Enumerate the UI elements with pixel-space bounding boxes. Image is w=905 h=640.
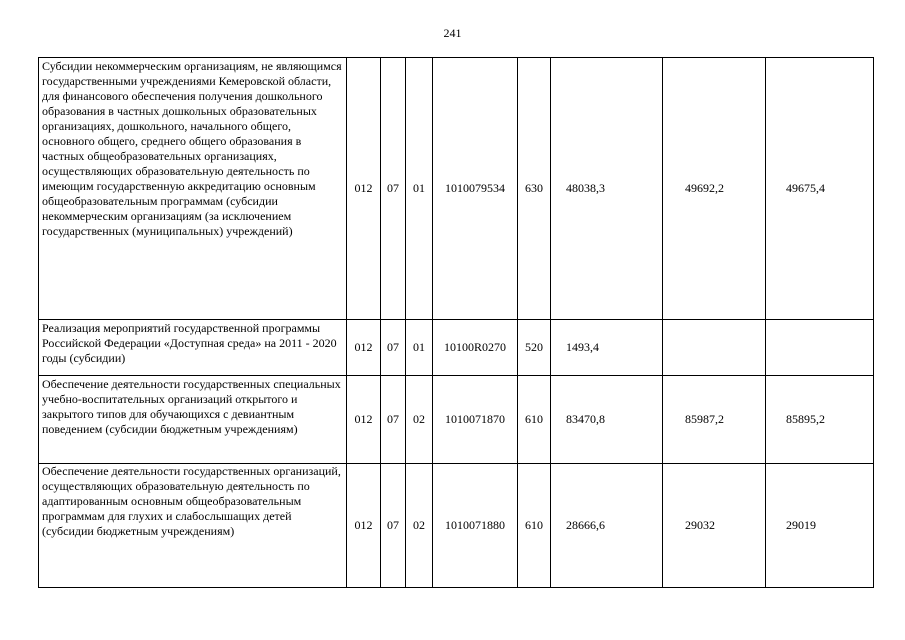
row-name: Обеспечение деятельности государственных организаций, осуществляющих образовательную деятельность по адаптированным основным общеобразовательным программам для глухих и слабослышащих детей (субсидии бюджетным учреждениям) (39, 464, 347, 588)
subsection-code: 01 (406, 58, 433, 320)
subsection-code: 01 (406, 320, 433, 376)
expense-type-code: 630 (518, 58, 551, 320)
row-name: Обеспечение деятельности государственных специальных учебно-воспитательных организаций открытого и закрытого типов для обучающихся с девиантным поведением (субсидии бюджетным учреждениям) (39, 376, 347, 464)
subsection-code: 02 (406, 376, 433, 464)
subsection-code: 02 (406, 464, 433, 588)
expense-type-code: 610 (518, 464, 551, 588)
target-code: 1010079534 (433, 58, 518, 320)
budget-table (38, 57, 874, 588)
ministry-code: 012 (347, 320, 381, 376)
amount-year-1: 1493,4 (551, 320, 663, 376)
table-row (39, 376, 874, 464)
amount-year-3: 49675,4 (766, 58, 874, 320)
amount-year-1: 83470,8 (551, 376, 663, 464)
target-code: 1010071870 (433, 376, 518, 464)
target-code: 10100R0270 (433, 320, 518, 376)
expense-type-code: 520 (518, 320, 551, 376)
row-name: Субсидии некоммерческим организациям, не являющимся государственными учреждениями Кемеровской области, для финансового обеспечения получения дошкольного образования в частных дошкольных образовательных организациях, дошкольного, начального общего, основного общего, среднего общего образования в частных общеобразовательных организациях, осуществляющих образовательную деятельность по имеющим государственную аккредитацию основным общеобразовательным программам (субсидии некоммерческим организациям (за исключением государственных (муниципальных) учреждений) (39, 58, 347, 320)
section-code: 07 (381, 376, 406, 464)
section-code: 07 (381, 464, 406, 588)
table-row (39, 464, 874, 588)
amount-year-1: 28666,6 (551, 464, 663, 588)
amount-year-2: 85987,2 (663, 376, 766, 464)
expense-type-code: 610 (518, 376, 551, 464)
section-code: 07 (381, 320, 406, 376)
amount-year-3: 85895,2 (766, 376, 874, 464)
table-row (39, 58, 874, 320)
section-code: 07 (381, 58, 406, 320)
ministry-code: 012 (347, 58, 381, 320)
ministry-code: 012 (347, 464, 381, 588)
table-row (39, 320, 874, 376)
amount-year-2: 49692,2 (663, 58, 766, 320)
amount-year-3 (766, 320, 874, 376)
amount-year-2 (663, 320, 766, 376)
target-code: 1010071880 (433, 464, 518, 588)
amount-year-2: 29032 (663, 464, 766, 588)
amount-year-3: 29019 (766, 464, 874, 588)
row-name: Реализация мероприятий государственной программы Российской Федерации «Доступная среда» на 2011 - 2020 годы (субсидии) (39, 320, 347, 376)
amount-year-1: 48038,3 (551, 58, 663, 320)
ministry-code: 012 (347, 376, 381, 464)
page-number: 241 (443, 26, 462, 40)
